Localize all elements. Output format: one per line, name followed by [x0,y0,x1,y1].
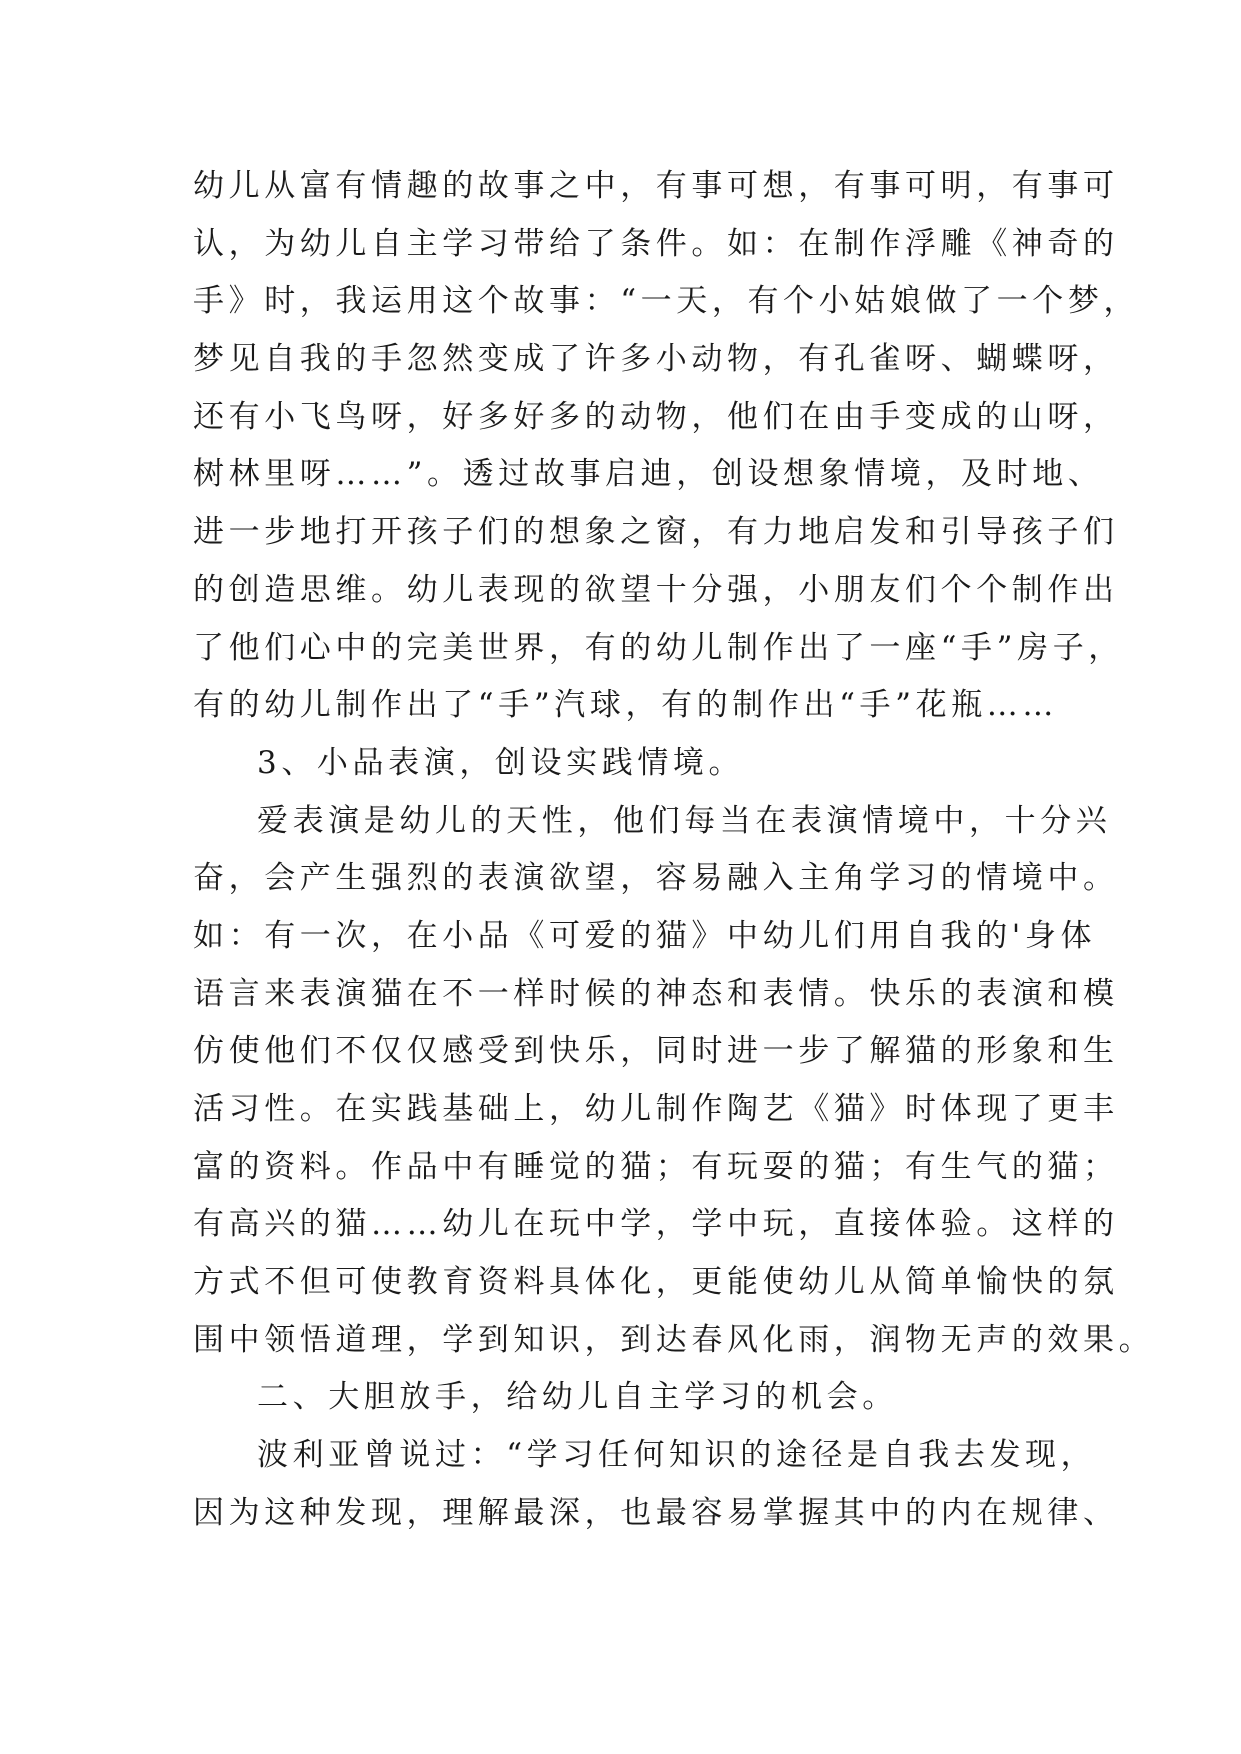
text-line: 活习性。在实践基础上，幼儿制作陶艺《猫》时体现了更丰 [193,1091,1119,1127]
text-line: 了他们心中的完美世界，有的幼儿制作出了一座“手”房子， [193,629,1124,666]
text-line: 认，为幼儿自主学习带给了条件。如：在制作浮雕《神奇的 [193,225,1119,262]
section-heading: 二、大胆放手，给幼儿自主学习的机会。 [257,1379,898,1416]
text-line: 围中领悟道理，学到知识，到达春风化雨，润物无声的效果。 [193,1321,1155,1358]
text-line: 幼儿从富有情趣的故事之中，有事可想，有事可明，有事可 [193,168,1119,204]
text-line: 的创造思维。幼儿表现的欲望十分强，小朋友们个个制作出 [193,571,1119,608]
text-line: 仿使他们不仅仅感受到快乐，同时进一步了解猫的形象和生 [193,1033,1119,1070]
text-line: 手》时，我运用这个故事：“一天，有个小姑娘做了一个梦， [193,283,1140,320]
text-line: 有的幼儿制作出了“手”汽球，有的制作出“手”花瓶…… [193,687,1058,724]
text-line: 还有小飞鸟呀，好多好多的动物，他们在由手变成的山呀， [193,398,1119,435]
text-line: 富的资料。作品中有睡觉的猫；有玩耍的猫；有生气的猫； [193,1148,1119,1185]
text-line: 语言来表演猫在不一样时候的神态和表情。快乐的表演和模 [193,975,1119,1012]
text-line: 方式不但可使教育资料具体化，更能使幼儿从简单愉快的氛 [193,1264,1119,1301]
text-line: 有高兴的猫……幼儿在玩中学，学中玩，直接体验。这样的 [193,1206,1119,1243]
text-line: 如：有一次，在小品《可爱的猫》中幼儿们用自我的'身体 [193,917,1097,954]
document-body [193,158,1155,1543]
text-line: 树林里呀……”。透过故事启迪，创设想象情境，及时地、 [193,456,1104,493]
text-line: 奋，会产生强烈的表演欲望，容易融入主角学习的情境中。 [193,860,1119,897]
text-line: 因为这种发现，理解最深，也最容易掌握其中的内在规律、 [193,1494,1119,1531]
paragraph-start-line: 波利亚曾说过：“学习任何知识的途径是自我去发现， [257,1437,1097,1474]
text-line: 梦见自我的手忽然变成了许多小动物，有孔雀呀、蝴蝶呀， [193,341,1119,378]
section-heading: 3、小品表演，创设实践情境。 [257,744,745,781]
text-line: 进一步地打开孩子们的想象之窗，有力地启发和引导孩子们 [193,514,1119,551]
paragraph-start-line: 爱表演是幼儿的天性，他们每当在表演情境中，十分兴 [257,802,1112,839]
